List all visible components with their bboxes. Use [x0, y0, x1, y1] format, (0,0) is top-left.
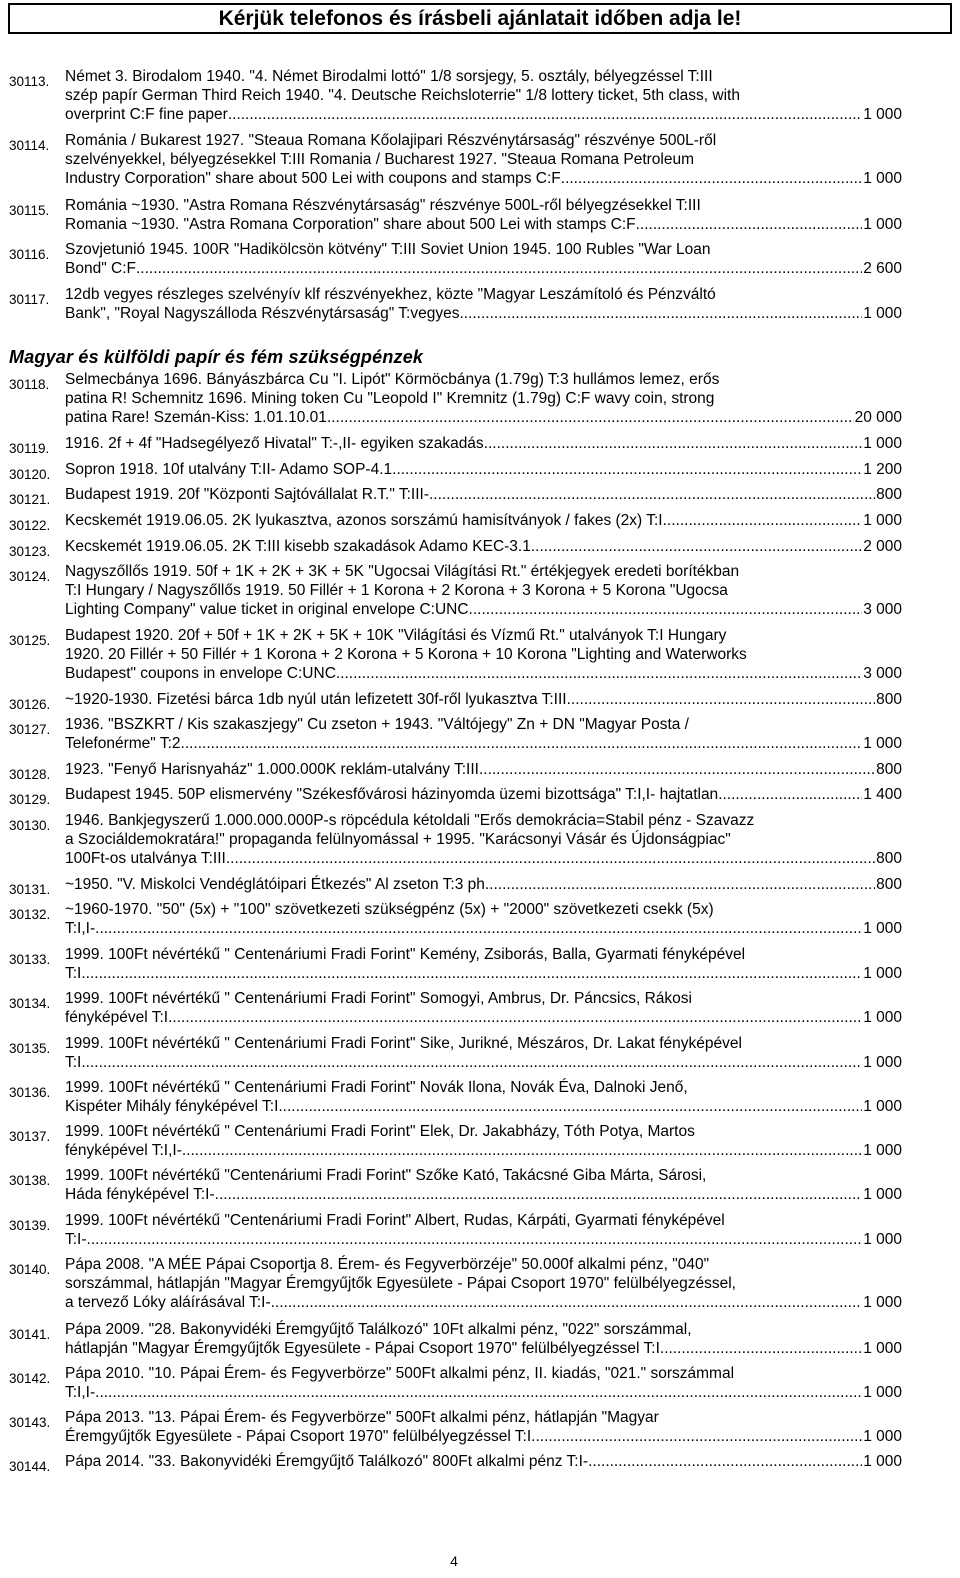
description-line: 1946. Bankjegyszerű 1.000.000.000P-s röpcédula kétoldali "Erős demokrácia=Stabil pénz - Szavazz [65, 812, 755, 829]
dot-leader [182, 1141, 862, 1160]
description-line: ~1960-1970. "50" (5x) + "100" szövetkezeti szükségpénz (5x) + "2000" szövetkezeti csekk (5x) [65, 901, 714, 918]
description-line: 1999. 100Ft névértékű " Centenáriumi Fradi Forint" Sike, Jurikné, Mészáros, Dr. Lakat fényképével [65, 1035, 742, 1052]
starting-price: 1 000 [863, 106, 902, 123]
lot-entry [9, 67, 902, 124]
starting-price: 1 000 [863, 1384, 902, 1401]
lot-number: 30113. [9, 74, 50, 89]
description-line: ~1920-1930. Fizetési bárca 1db nyúl után lefizetett 30f-ről lyukasztva T:III [65, 691, 567, 708]
lot-description [65, 285, 902, 323]
starting-price: 3 000 [863, 601, 902, 618]
lot-description [65, 785, 902, 804]
description-line: Romania ~1930. "Astra Romana Corporation" share about 500 Lei with stamps C:F [65, 216, 636, 233]
description-line: Pápa 2009. "28. Bakonyvidéki Éremgyűjtő Találkozó" 10Ft alkalmi pénz, "022" sorszámmal, [65, 1321, 692, 1338]
lot-description [65, 1364, 902, 1402]
lot-description [65, 875, 902, 894]
description-last-line [65, 434, 902, 453]
starting-price: 1 000 [863, 305, 902, 322]
description-last-line [65, 460, 902, 479]
description-last-line [65, 664, 902, 683]
starting-price: 1 000 [863, 1186, 902, 1203]
lot-number: 30137. [9, 1129, 51, 1144]
dot-leader [228, 105, 862, 124]
description-last-line [65, 1293, 902, 1312]
lot-description [65, 67, 902, 124]
description-line: szelvényekkel, bélyegzésekkel T:III Romania / Bucharest 1927. "Steaua Romana Petroleum [65, 151, 694, 168]
description-last-line [65, 690, 902, 709]
dot-leader [459, 304, 862, 323]
description-last-line [65, 1339, 902, 1358]
description-line: Pápa 2013. "13. Pápai Érem- és Fegyverbörze" 500Ft alkalmi pénz, hátlapján "Magyar [65, 1409, 659, 1426]
description-line: T:I,I- [65, 920, 96, 937]
description-line: 1999. 100Ft névértékű " Centenáriumi Fradi Forint" Novák Ilona, Novák Éva, Dalnoki Jenő, [65, 1079, 688, 1096]
description-line: 1936. "BSZKRT / Kis szakaszjegy" Cu zseton + 1943. "Váltójegy" Zn + DN "Magyar Posta / [65, 716, 689, 733]
description-line: patina R! Schemnitz 1696. Mining token Cu "Leopold I" Kremnitz (1.79g) C:F wavy coin, strong [65, 390, 715, 407]
lot-number: 30135. [9, 1041, 51, 1056]
description-last-line [65, 304, 902, 323]
description-last-line [65, 760, 902, 779]
lot-entry [9, 1122, 902, 1160]
dot-leader [484, 434, 863, 453]
lot-entry [9, 760, 902, 782]
starting-price: 2 600 [863, 260, 902, 277]
starting-price: 800 [876, 691, 902, 708]
lot-number: 30130. [9, 818, 51, 833]
description-line: 1999. 100Ft névértékű " Centenáriumi Fradi Forint" Elek, Dr. Jakabházy, Tóth Potya, Martos [65, 1123, 695, 1140]
lot-number: 30136. [9, 1085, 51, 1100]
description-line: Nagyszőllős 1919. 50f + 1K + 2K + 3K + 5K "Ugocsai Világítási Rt." értékjegyek eredeti borítékban [65, 563, 740, 580]
lot-number: 30115. [9, 203, 50, 218]
bid-notice-banner: Kérjük telefonos és írásbeli ajánlatait időben adja le! [8, 3, 952, 34]
starting-price: 800 [876, 876, 902, 893]
description-line: T:I [65, 965, 82, 982]
lot-number: 30123. [9, 544, 51, 559]
lot-description [65, 1122, 902, 1160]
lot-number: 30127. [9, 722, 51, 737]
description-line: sorszámmal, hátlapján "Magyar Éremgyűjtők Egyesülete - Pápai Csoport 1970" felülbélyegzéssel, [65, 1275, 736, 1292]
starting-price: 1 000 [863, 1009, 902, 1026]
lot-description [65, 1408, 902, 1446]
lot-entry [9, 285, 902, 323]
lot-number: 30128. [9, 767, 51, 782]
starting-price: 3 000 [863, 665, 902, 682]
description-line: T:I Hungary / Nagyszőllős 1919. 50 Fillér + 1 Korona + 2 Korona + 3 Korona + 5 Korona "Ugocsa [65, 582, 728, 599]
dot-leader [336, 664, 862, 683]
description-last-line [65, 600, 902, 619]
lot-entry [9, 1211, 902, 1249]
lot-number: 30132. [9, 907, 51, 922]
description-last-line [65, 1141, 902, 1160]
description-line: a tervező Lóky aláírásával T:I- [65, 1294, 271, 1311]
lot-number: 30120. [9, 467, 51, 482]
description-line: 1999. 100Ft névértékű " Centenáriumi Fradi Forint" Kemény, Zsiborás, Balla, Gyarmati fényképével [65, 946, 746, 963]
lot-entry [9, 196, 902, 234]
dot-leader [561, 169, 862, 188]
starting-price: 1 000 [863, 170, 902, 187]
lot-entry [9, 1255, 902, 1312]
lot-description [65, 370, 902, 427]
lot-description [65, 811, 902, 868]
description-last-line [65, 105, 902, 124]
description-line: Industry Corporation" share about 500 Lei with coupons and stamps C:F [65, 170, 561, 187]
dot-leader [485, 875, 875, 894]
dot-leader [87, 1230, 863, 1249]
description-last-line [65, 785, 902, 804]
starting-price: 20 000 [854, 409, 902, 426]
lot-entry [9, 1364, 902, 1402]
dot-leader [392, 460, 862, 479]
lot-number: 30114. [9, 138, 50, 153]
description-line: Pápa 2008. "A MÉE Pápai Csoportja 8. Érem- és Fegyverbörzéje" 50.000f alkalmi pénz, "040" [65, 1256, 710, 1273]
dot-leader [278, 1097, 862, 1116]
lot-number: 30119. [9, 441, 50, 456]
description-last-line [65, 1230, 902, 1249]
description-line: Kecskemét 1919.06.05. 2K T:III kisebb szakadások Adamo KEC-3.1 [65, 538, 531, 555]
description-last-line [65, 1452, 902, 1471]
lot-description [65, 945, 902, 983]
lot-number: 30131. [9, 882, 51, 897]
description-line: 1920. 20 Fillér + 50 Fillér + 1 Korona + 2 Korona + 5 Korona + 10 Korona "Lighting and Waterworks [65, 646, 747, 663]
description-last-line [65, 1097, 902, 1116]
starting-price: 1 000 [863, 1142, 902, 1159]
lot-description [65, 1452, 902, 1471]
lot-entry [9, 1408, 902, 1446]
description-line: T:I- [65, 1231, 87, 1248]
starting-price: 1 200 [863, 461, 902, 478]
description-line: Telefonérme" T:2 [65, 735, 181, 752]
starting-price: 1 000 [863, 1054, 902, 1071]
lot-number: 30129. [9, 792, 51, 807]
lot-entry [9, 511, 902, 533]
description-line: T:I,I- [65, 1384, 96, 1401]
starting-price: 1 000 [863, 1098, 902, 1115]
description-last-line [65, 485, 902, 504]
description-line: 12db vegyes részleges szelvényív klf részvényekhez, közte "Magyar Leszámítoló és Pénzváltó [65, 286, 716, 303]
lot-entry [9, 989, 902, 1027]
lot-number: 30122. [9, 518, 51, 533]
description-last-line [65, 875, 902, 894]
dot-leader [271, 1293, 863, 1312]
dot-leader [226, 849, 875, 868]
description-last-line [65, 849, 902, 868]
lot-entry [9, 811, 902, 868]
lot-number: 30140. [9, 1262, 51, 1277]
description-last-line [65, 169, 902, 188]
dot-leader [136, 259, 862, 278]
lot-number: 30126. [9, 697, 51, 712]
description-line: Budapest 1945. 50P elismervény "Székesfővárosi házinyomda üzemi bizottsága" T:I,I- hajtatlan [65, 786, 719, 803]
description-line: Éremgyűjtők Egyesülete - Pápai Csoport 1970" felülbélyegzéssel T:I [65, 1428, 532, 1445]
lot-description [65, 1320, 902, 1358]
lot-entry [9, 1034, 902, 1072]
dot-leader [567, 690, 876, 709]
lot-description [65, 1166, 902, 1204]
lot-entry [9, 131, 902, 188]
description-line: Pápa 2014. "33. Bakonyvidéki Éremgyűjtő Találkozó" 800Ft alkalmi pénz T:I- [65, 1453, 589, 1470]
lot-number: 30118. [9, 377, 50, 392]
description-line: Bank", "Royal Nagyszálloda Részvénytársaság" T:vegyes [65, 305, 460, 322]
lot-number: 30124. [9, 569, 51, 584]
description-line: Kispéter Mihály fényképével T:I [65, 1098, 279, 1115]
description-line: a Szociáldemokratára!" propaganda felülnyomással + 1995. "Karácsonyi Vásár és Újdonságpiac" [65, 831, 731, 848]
description-line: Sopron 1918. 10f utalvány T:II- Adamo SOP-4.1 [65, 461, 393, 478]
lot-description [65, 1255, 902, 1312]
lot-description [65, 537, 902, 556]
lot-description [65, 240, 902, 278]
lot-number: 30144. [9, 1459, 51, 1474]
lot-number: 30139. [9, 1218, 51, 1233]
description-line: Románia / Bukarest 1927. "Steaua Romana Kőolajipari Részvénytársaság" részvénye 500L-ről [65, 132, 717, 149]
description-last-line [65, 1427, 902, 1446]
lot-entry [9, 240, 902, 278]
description-line: overprint C:F fine paper [65, 106, 228, 123]
description-line: Románia ~1930. "Astra Romana Részvénytársaság" részvénye 500L-ről bélyegzésekkel T:III [65, 197, 701, 214]
dot-leader [588, 1452, 862, 1471]
lot-number: 30125. [9, 633, 51, 648]
description-line: 1999. 100Ft névértékű "Centenáriumi Fradi Forint" Albert, Rudas, Kárpáti, Gyarmati fényképével [65, 1212, 725, 1229]
description-last-line [65, 259, 902, 278]
lot-number: 30134. [9, 996, 51, 1011]
lot-entry [9, 1452, 902, 1474]
description-line: 1999. 100Ft névértékű "Centenáriumi Fradi Forint" Szőke Kató, Takácsné Giba Márta, Sárosi, [65, 1167, 707, 1184]
page-number: 4 [450, 1553, 458, 1569]
lot-description [65, 690, 902, 709]
dot-leader [81, 964, 862, 983]
lot-entry [9, 370, 902, 427]
lot-description [65, 434, 902, 453]
description-line: Szovjetunió 1945. 100R "Hadikölcsön kötvény" T:III Soviet Union 1945. 100 Rubles "War Loan [65, 241, 711, 258]
lot-description [65, 131, 902, 188]
dot-leader [168, 1008, 862, 1027]
description-line: fényképével T:I [65, 1009, 169, 1026]
starting-price: 1 000 [863, 965, 902, 982]
lot-entry [9, 715, 902, 753]
description-last-line [65, 1008, 902, 1027]
lot-entry [9, 690, 902, 712]
starting-price: 1 000 [863, 920, 902, 937]
lot-entry [9, 1320, 902, 1358]
description-line: Német 3. Birodalom 1940. "4. Német Birodalmi lottó" 1/8 sorsjegy, 5. osztály, bélyegzéssel T:III [65, 68, 713, 85]
dot-leader [327, 408, 854, 427]
description-last-line [65, 215, 902, 234]
description-last-line [65, 1185, 902, 1204]
description-line: 1999. 100Ft névértékű " Centenáriumi Fradi Forint" Somogyi, Ambrus, Dr. Páncsics, Rákosi [65, 990, 692, 1007]
description-last-line [65, 537, 902, 556]
dot-leader [660, 1339, 862, 1358]
starting-price: 1 000 [863, 216, 902, 233]
description-line: szép papír German Third Reich 1940. "4. Deutsche Reichsloterrie" 1/8 lottery ticket, 5th class, with [65, 87, 740, 104]
lot-entry [9, 785, 902, 807]
description-last-line [65, 919, 902, 938]
starting-price: 1 000 [863, 1294, 902, 1311]
description-line: Pápa 2010. "10. Pápai Érem- és Fegyverbörze" 500Ft alkalmi pénz, II. kiadás, "021." sorszámmal [65, 1365, 735, 1382]
lot-entry [9, 900, 902, 938]
starting-price: 1 000 [863, 1231, 902, 1248]
lot-number: 30121. [9, 492, 51, 507]
dot-leader [81, 1053, 862, 1072]
lot-number: 30133. [9, 952, 51, 967]
description-line: hátlapján "Magyar Éremgyűjtők Egyesülete - Pápai Csoport 1970" felülbélyegzéssel T:I [65, 1340, 660, 1357]
dot-leader [215, 1185, 863, 1204]
description-line: Budapest 1920. 20f + 50f + 1K + 2K + 5K + 10K "Világítási és Vízmű Rt." utalványok T:I Hungary [65, 627, 727, 644]
lot-description [65, 760, 902, 779]
lot-entry [9, 537, 902, 559]
description-last-line [65, 1053, 902, 1072]
starting-price: 800 [876, 486, 902, 503]
description-line: 1923. "Fenyő Harisnyaház" 1.000.000K reklám-utalvány T:III [65, 761, 479, 778]
dot-leader [95, 919, 862, 938]
lot-entry [9, 562, 902, 619]
lot-number: 30116. [9, 247, 50, 262]
lot-number: 30143. [9, 1415, 51, 1430]
lot-entry [9, 1166, 902, 1204]
lot-description [65, 485, 902, 504]
dot-leader [636, 215, 863, 234]
starting-price: 1 400 [863, 786, 902, 803]
starting-price: 1 000 [863, 512, 902, 529]
description-line: 100Ft-os utalványa T:III [65, 850, 226, 867]
dot-leader [531, 537, 862, 556]
starting-price: 1 000 [863, 1340, 902, 1357]
lot-entry [9, 460, 902, 482]
lot-description [65, 626, 902, 683]
description-last-line [65, 408, 902, 427]
description-line: Bond" C:F [65, 260, 136, 277]
description-last-line [65, 1383, 902, 1402]
lot-number: 30138. [9, 1173, 51, 1188]
dot-leader [429, 485, 875, 504]
lot-entry [9, 1078, 902, 1116]
lot-description [65, 1078, 902, 1116]
lot-number: 30141. [9, 1327, 51, 1342]
description-line: Selmecbánya 1696. Bányászbárca Cu "I. Lipót" Körmöcbánya (1.79g) T:3 hullámos lemez, erős [65, 371, 720, 388]
starting-price: 800 [876, 761, 902, 778]
description-line: 1916. 2f + 4f "Hadsegélyező Hivatal" T:-,II- egyiken szakadás [65, 435, 484, 452]
description-line: T:I [65, 1054, 82, 1071]
description-last-line [65, 964, 902, 983]
description-line: Budapest" coupons in envelope C:UNC [65, 665, 336, 682]
starting-price: 1 000 [863, 1453, 902, 1470]
description-last-line [65, 734, 902, 753]
dot-leader [718, 785, 862, 804]
starting-price: 1 000 [863, 435, 902, 452]
starting-price: 800 [876, 850, 902, 867]
lot-description [65, 1034, 902, 1072]
lot-entry [9, 626, 902, 683]
starting-price: 1 000 [863, 735, 902, 752]
dot-leader [469, 600, 863, 619]
dot-leader [95, 1383, 862, 1402]
lot-description [65, 715, 902, 753]
section-title: Magyar és külföldi papír és fém szükségpénzek [9, 347, 424, 367]
lot-description [65, 989, 902, 1027]
lot-description [65, 511, 902, 530]
starting-price: 2 000 [863, 538, 902, 555]
lot-description [65, 196, 902, 234]
dot-leader [181, 734, 863, 753]
dot-leader [479, 760, 875, 779]
lot-description [65, 460, 902, 479]
description-line: patina Rare! Szemán-Kiss: 1.01.10.01 [65, 409, 327, 426]
dot-leader [531, 1427, 862, 1446]
description-line: Kecskemét 1919.06.05. 2K lyukasztva, azonos sorszámú hamisítványok / fakes (2x) T:I [65, 512, 663, 529]
lot-entry [9, 875, 902, 897]
lot-entry [9, 485, 902, 507]
description-line: Lighting Company" value ticket in original envelope C:UNC [65, 601, 469, 618]
lot-description [65, 900, 902, 938]
description-last-line [65, 511, 902, 530]
description-line: Háda fényképével T:I- [65, 1186, 215, 1203]
description-line: fényképével T:I,I- [65, 1142, 182, 1159]
description-line: ~1950. "V. Miskolci Vendéglátóipari Étkezés" Al zseton T:3 ph [65, 876, 485, 893]
description-line: Budapest 1919. 20f "Központi Sajtóvállalat R.T." T:III- [65, 486, 429, 503]
lot-entry [9, 434, 902, 456]
lot-number: 30142. [9, 1371, 51, 1386]
lot-description [65, 562, 902, 619]
starting-price: 1 000 [863, 1428, 902, 1445]
dot-leader [663, 511, 863, 530]
lot-entry [9, 945, 902, 983]
lot-number: 30117. [9, 292, 50, 307]
lot-description [65, 1211, 902, 1249]
